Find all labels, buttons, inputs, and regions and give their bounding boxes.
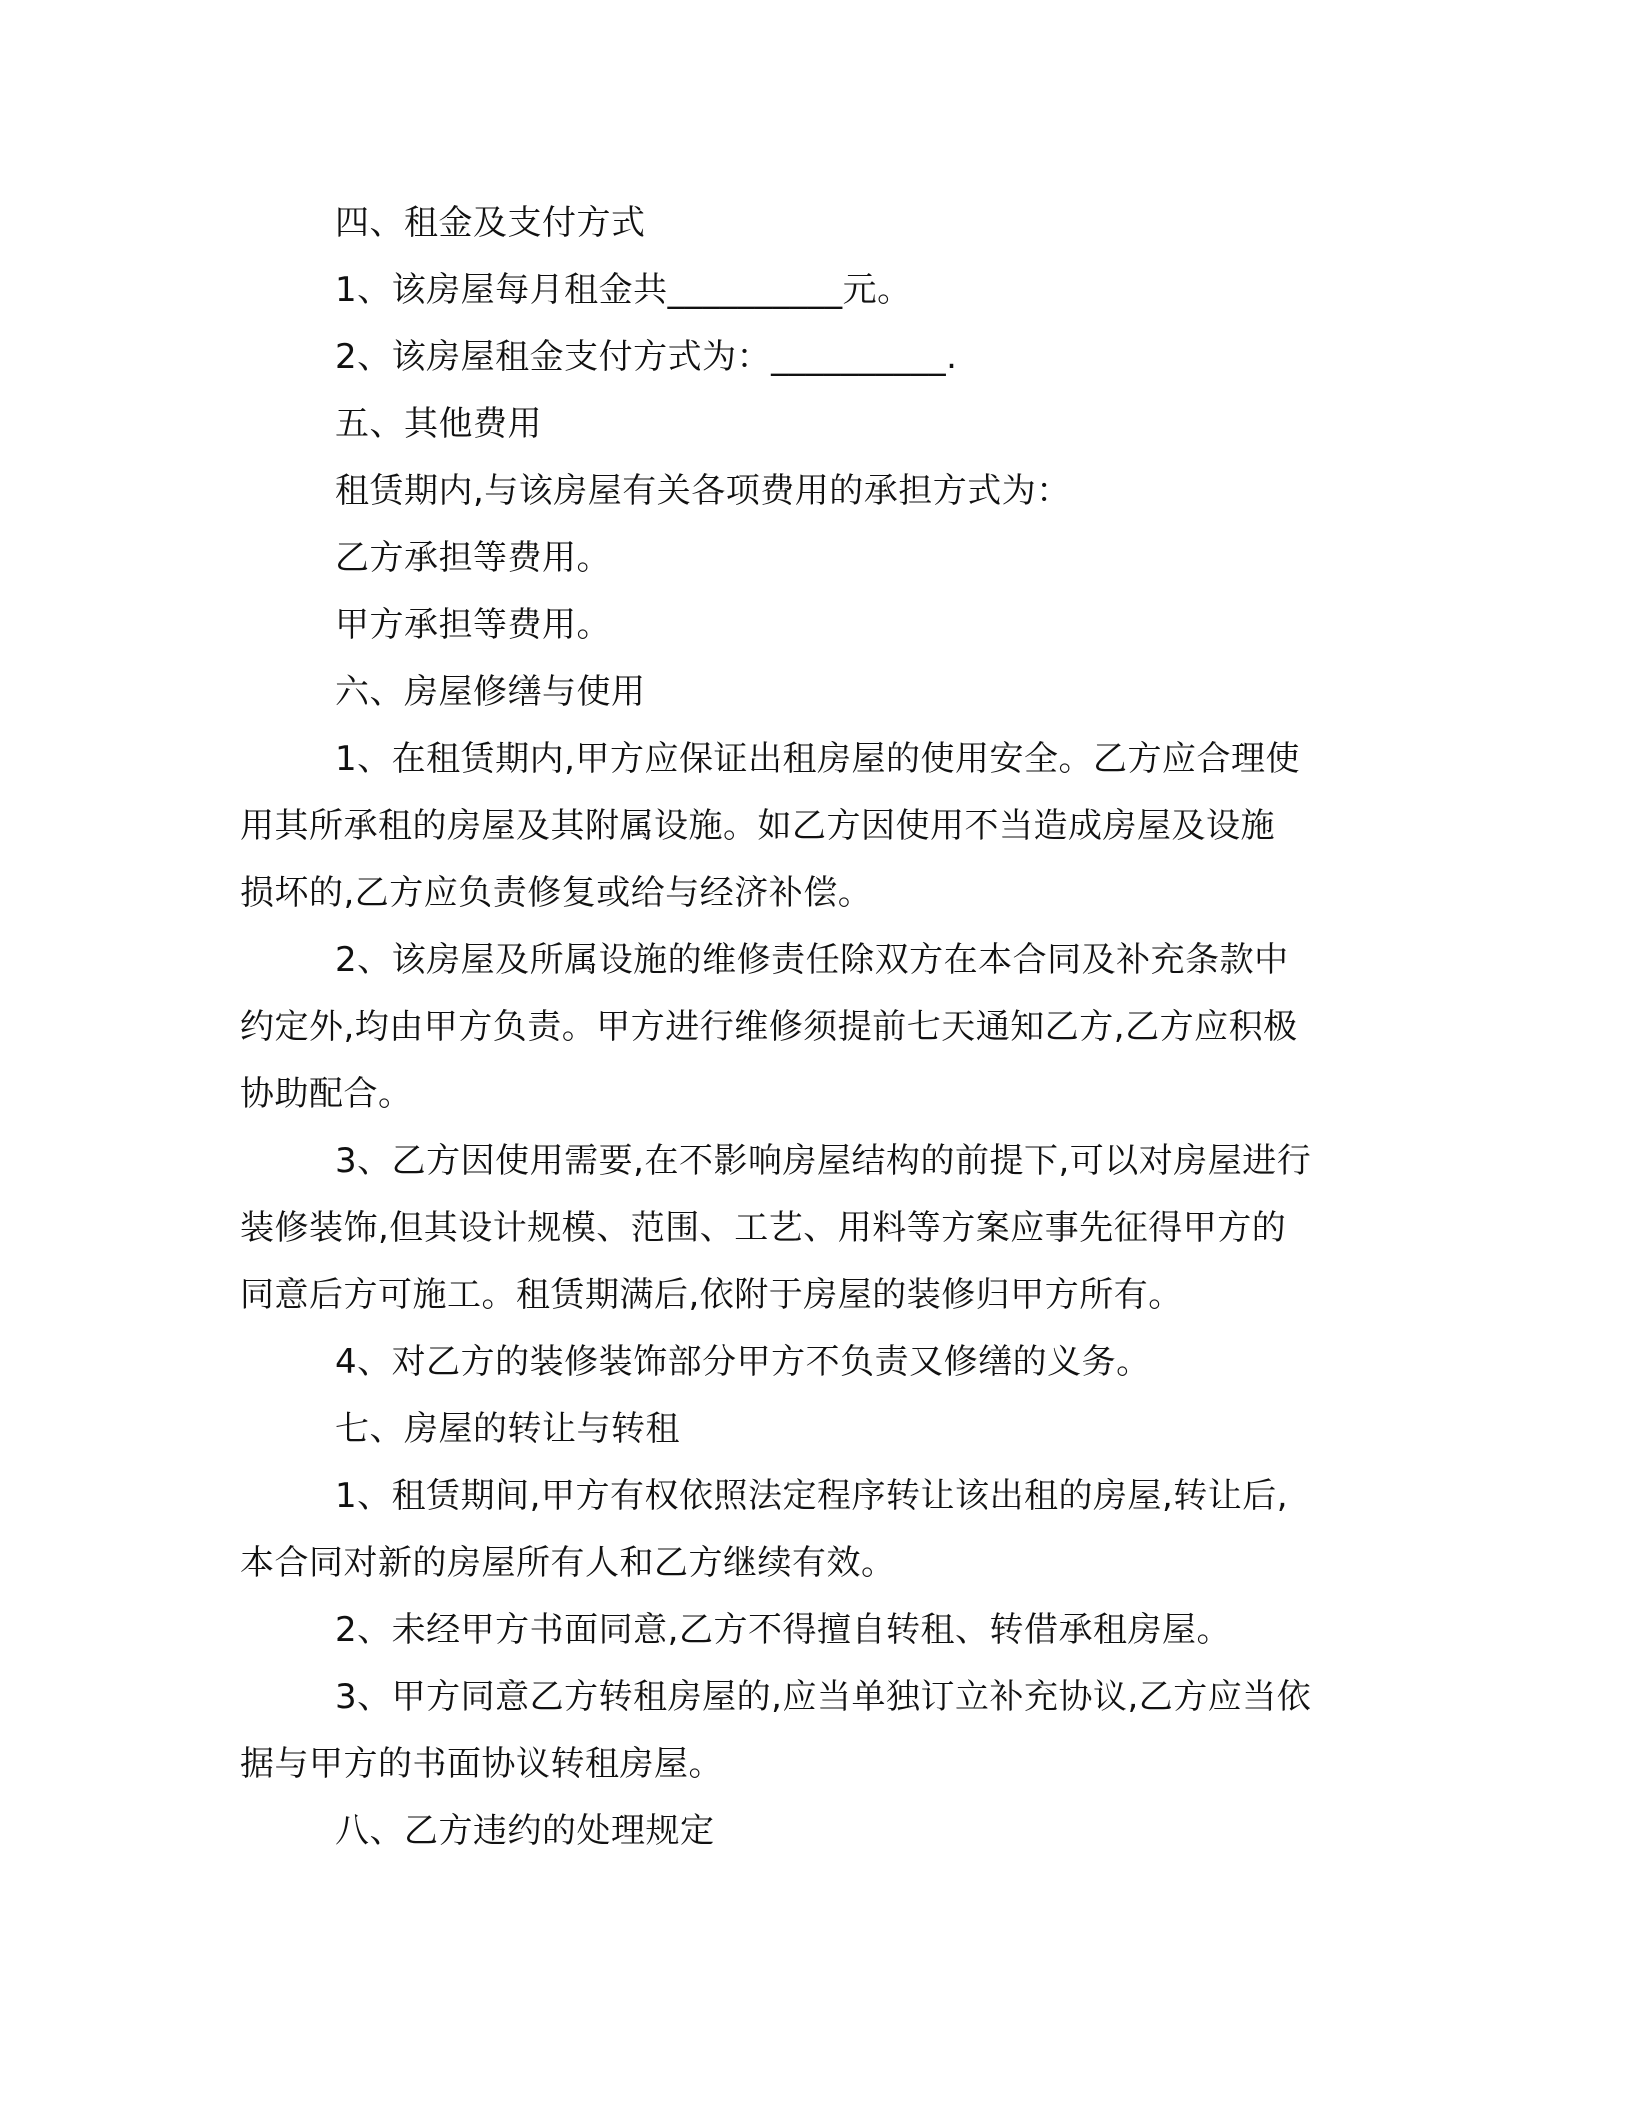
clause-repair-1-line-2: 用其所承租的房屋及其附属设施。如乙方因使用不当造成房屋及设施 [240,806,1275,846]
clause-repair-2-line-3: 协助配合。 [240,1074,413,1114]
clause-repair-2-line-2: 约定外,均由甲方负责。甲方进行维修须提前七天通知乙方,乙方应积极 [240,1007,1298,1047]
clause-repair-3-line-2: 装修装饰,但其设计规模、范围、工艺、用料等方案应事先征得甲方的 [240,1208,1287,1248]
clause-repair-3-line-3: 同意后方可施工。租赁期满后,依附于房屋的装修归甲方所有。 [240,1275,1183,1315]
clause-repair-2-line-1: 2、该房屋及所属设施的维修责任除双方在本合同及补充条款中 [335,940,1289,980]
paragraph-fee-allocation: 租赁期内,与该房屋有关各项费用的承担方式为： [335,471,1071,511]
clause-repair-3-line-1: 3、乙方因使用需要,在不影响房屋结构的前提下,可以对房屋进行 [335,1141,1312,1181]
paragraph-party-b-fees: 乙方承担等费用。 [335,538,611,578]
section-heading-other-fees: 五、其他费用 [335,404,542,444]
document-body [240,190,1395,1865]
clause-payment-method: 2、该房屋租金支付方式为：__________. [335,337,958,377]
section-heading-rent-payment: 四、租金及支付方式 [335,203,646,243]
clause-transfer-1-line-1: 1、租赁期间,甲方有权依照法定程序转让该出租的房屋,转让后, [335,1476,1289,1516]
clause-repair-4: 4、对乙方的装修装饰部分甲方不负责又修缮的义务。 [335,1342,1151,1382]
clause-repair-1-line-1: 1、在租赁期内,甲方应保证出租房屋的使用安全。乙方应合理使 [335,739,1300,779]
clause-transfer-2: 2、未经甲方书面同意,乙方不得擅自转租、转借承租房屋。 [335,1610,1231,1650]
clause-repair-1-line-3: 损坏的,乙方应负责修复或给与经济补偿。 [240,873,873,913]
paragraph-party-a-fees: 甲方承担等费用。 [335,605,611,645]
clause-transfer-3-line-1: 3、甲方同意乙方转租房屋的,应当单独订立补充协议,乙方应当依 [335,1677,1312,1717]
clause-transfer-1-line-2: 本合同对新的房屋所有人和乙方继续有效。 [240,1543,896,1583]
clause-transfer-3-line-2: 据与甲方的书面协议转租房屋。 [240,1744,723,1784]
clause-monthly-rent: 1、该房屋每月租金共__________元。 [335,270,912,310]
section-heading-party-b-breach: 八、乙方违约的处理规定 [335,1811,715,1851]
section-heading-repair-use: 六、房屋修缮与使用 [335,672,646,712]
section-heading-transfer-sublet: 七、房屋的转让与转租 [335,1409,680,1449]
